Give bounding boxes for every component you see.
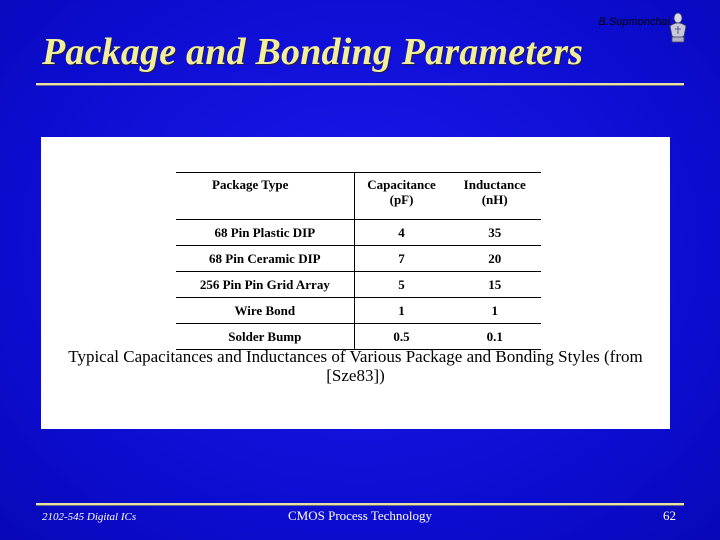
cell-inductance: 35 — [488, 225, 502, 240]
column-header-capacitance: Capacitance (pF) — [367, 177, 436, 207]
slide-number: 62 — [663, 508, 676, 523]
cell-package-type: Wire Bond — [176, 298, 354, 324]
column-header-package-type: Package Type — [176, 173, 354, 220]
footer-topic: CMOS Process Technology — [287, 508, 432, 523]
figure-caption — [41, 347, 670, 385]
cell-capacitance: 1 — [398, 303, 405, 318]
cell-package-type: 68 Pin Plastic DIP — [176, 220, 354, 246]
cell-inductance: 0.1 — [486, 329, 503, 344]
cell-package-type: 68 Pin Ceramic DIP — [176, 246, 354, 272]
university-emblem-icon — [666, 12, 690, 44]
column-header-inductance: Inductance (nH) — [463, 177, 526, 207]
figure-panel — [41, 137, 670, 429]
table-row — [176, 246, 541, 272]
footer-divider — [36, 503, 684, 505]
cell-inductance: 15 — [488, 277, 502, 292]
title-divider — [36, 83, 684, 85]
table-row — [176, 272, 541, 298]
author-name: B.Supmonchai — [598, 16, 670, 28]
cell-capacitance: 0.5 — [393, 329, 410, 344]
cell-capacitance: 5 — [398, 277, 405, 292]
table-header-row — [176, 173, 541, 220]
cell-package-type: 256 Pin Pin Grid Array — [176, 272, 354, 298]
caption-line: [Sze83]) — [326, 366, 385, 385]
footer-course: 2102-545 Digital ICs — [42, 511, 137, 523]
caption-line: Typical Capacitances and Inductances of Various Package and Bonding Styles (from — [68, 347, 643, 366]
cell-capacitance: 4 — [398, 225, 405, 240]
cell-inductance: 1 — [491, 303, 498, 318]
table-row — [176, 324, 541, 350]
cell-capacitance: 7 — [398, 251, 405, 266]
cell-inductance: 20 — [488, 251, 502, 266]
cell-package-type: Solder Bump — [176, 324, 354, 350]
table-row — [176, 298, 541, 324]
slide-title: Package and Bonding Parameters — [42, 31, 584, 73]
parameters-table — [176, 172, 541, 350]
table-row — [176, 220, 541, 246]
